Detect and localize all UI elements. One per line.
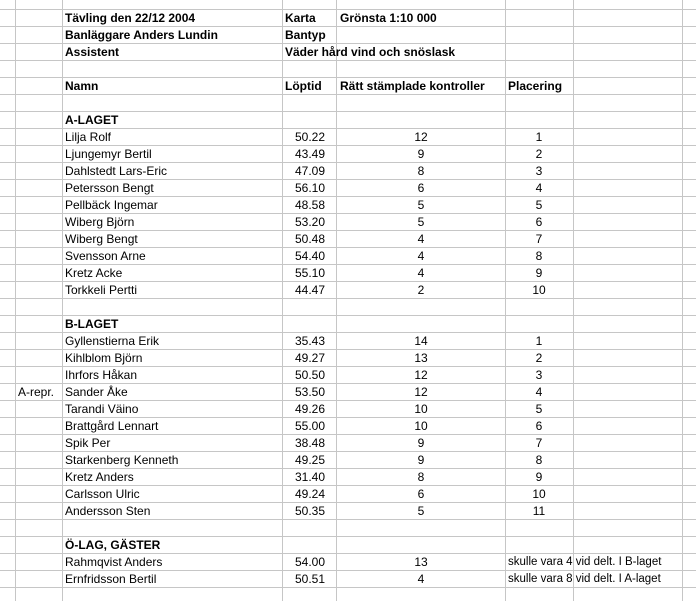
runner-controls[interactable]: 14	[414, 334, 428, 348]
runner-place[interactable]: 8	[535, 249, 543, 263]
column-header-time[interactable]: Löptid	[285, 79, 322, 93]
grid-line-vertical	[682, 0, 683, 601]
runner-time[interactable]: 43.49	[294, 147, 325, 161]
runner-time[interactable]: 50.51	[294, 572, 325, 586]
runner-name[interactable]: Ernfridsson Bertil	[65, 572, 157, 586]
runner-controls[interactable]: 4	[417, 249, 425, 263]
runner-time[interactable]: 38.48	[294, 436, 325, 450]
runner-time[interactable]: 31.40	[294, 470, 325, 484]
runner-time[interactable]: 54.40	[294, 249, 325, 263]
runner-time[interactable]: 54.00	[294, 555, 325, 569]
section-title[interactable]: A-LAGET	[65, 113, 119, 127]
runner-controls[interactable]: 4	[417, 266, 425, 280]
runner-place[interactable]: 6	[535, 419, 543, 433]
runner-controls[interactable]: 6	[417, 487, 425, 501]
runner-controls[interactable]: 6	[417, 181, 425, 195]
runner-controls[interactable]: 9	[417, 453, 425, 467]
runner-time[interactable]: 55.10	[294, 266, 325, 280]
runner-controls[interactable]: 9	[417, 147, 425, 161]
runner-place[interactable]: 9	[535, 470, 543, 484]
runner-name[interactable]: Kretz Anders	[65, 470, 134, 484]
runner-name[interactable]: Gyllenstierna Erik	[65, 334, 160, 348]
runner-time[interactable]: 35.43	[294, 334, 325, 348]
runner-place[interactable]: 3	[535, 164, 543, 178]
runner-name[interactable]: Kihlblom Björn	[65, 351, 143, 365]
runner-name[interactable]: Ljungemyr Bertil	[65, 147, 152, 161]
map-label[interactable]: Karta	[285, 11, 316, 25]
section-title[interactable]: B-LAGET	[65, 317, 119, 331]
runner-place[interactable]: 1	[535, 130, 543, 144]
runner-place[interactable]: 7	[535, 232, 543, 246]
runner-name[interactable]: Rahmqvist Anders	[65, 555, 163, 569]
runner-controls[interactable]: 5	[417, 198, 425, 212]
runner-place[interactable]: 5	[535, 402, 543, 416]
column-header-placement[interactable]: Placering	[508, 79, 563, 93]
runner-name[interactable]: Petersson Bengt	[65, 181, 154, 195]
runner-controls[interactable]: 12	[414, 368, 428, 382]
runner-time[interactable]: 55.00	[294, 419, 325, 433]
runner-place[interactable]: 10	[532, 283, 546, 297]
runner-controls[interactable]: 12	[414, 385, 428, 399]
runner-time[interactable]: 50.48	[294, 232, 325, 246]
runner-controls[interactable]: 5	[417, 215, 425, 229]
runner-time[interactable]: 47.09	[294, 164, 325, 178]
runner-name[interactable]: Wiberg Björn	[65, 215, 135, 229]
runner-place[interactable]: 4	[535, 181, 543, 195]
runner-name[interactable]: Ihrfors Håkan	[65, 368, 138, 382]
runner-time[interactable]: 44.47	[294, 283, 325, 297]
map-value[interactable]: Grönsta 1:10 000	[340, 11, 437, 25]
runner-place[interactable]: 2	[535, 351, 543, 365]
runner-controls[interactable]: 10	[414, 402, 428, 416]
runner-controls[interactable]: 5	[417, 504, 425, 518]
runner-time[interactable]: 49.24	[294, 487, 325, 501]
representative-note[interactable]: A-repr.	[18, 385, 55, 399]
runner-name[interactable]: Dahlstedt Lars-Eric	[65, 164, 168, 178]
runner-time[interactable]: 56.10	[294, 181, 325, 195]
runner-place[interactable]: 2	[535, 147, 543, 161]
runner-controls[interactable]: 8	[417, 470, 425, 484]
runner-controls[interactable]: 13	[414, 351, 428, 365]
runner-name[interactable]: Carlsson Ulric	[65, 487, 140, 501]
runner-controls[interactable]: 12	[414, 130, 428, 144]
runner-name[interactable]: Wiberg Bengt	[65, 232, 138, 246]
column-header-name[interactable]: Namn	[65, 79, 99, 93]
runner-time[interactable]: 49.26	[294, 402, 325, 416]
runner-controls[interactable]: 9	[417, 436, 425, 450]
runner-comment[interactable]: skulle vara 8 vid delt. I A-laget	[508, 573, 661, 585]
runner-time[interactable]: 53.20	[294, 215, 325, 229]
runner-time[interactable]: 50.22	[294, 130, 325, 144]
runner-name[interactable]: Brattgård Lennart	[65, 419, 159, 433]
course-setter[interactable]: Banläggare Anders Lundin	[65, 28, 218, 42]
runner-time[interactable]: 50.50	[294, 368, 325, 382]
runner-controls[interactable]: 4	[417, 572, 425, 586]
grid-line-vertical	[15, 0, 16, 601]
column-header-correct-controls[interactable]: Rätt stämplade kontroller	[340, 79, 485, 93]
runner-place[interactable]: 7	[535, 436, 543, 450]
runner-place[interactable]: 10	[532, 487, 546, 501]
runner-name[interactable]: Sander Åke	[65, 385, 128, 399]
runner-time[interactable]: 53.50	[294, 385, 325, 399]
runner-place[interactable]: 9	[535, 266, 543, 280]
runner-place[interactable]: 3	[535, 368, 543, 382]
runner-name[interactable]: Torkkeli Pertti	[65, 283, 138, 297]
grid-line-vertical	[62, 0, 63, 601]
runner-name[interactable]: Andersson Sten	[65, 504, 151, 518]
runner-place[interactable]: 4	[535, 385, 543, 399]
runner-place[interactable]: 6	[535, 215, 543, 229]
runner-name[interactable]: Kretz Acke	[65, 266, 123, 280]
runner-controls[interactable]: 4	[417, 232, 425, 246]
grid-line-vertical	[573, 0, 574, 601]
weather[interactable]: Väder hård vind och snöslask	[285, 45, 456, 59]
competition-title[interactable]: Tävling den 22/12 2004	[65, 11, 196, 25]
runner-place[interactable]: 1	[535, 334, 543, 348]
runner-comment[interactable]: skulle vara 4 vid delt. I B-laget	[508, 556, 662, 568]
runner-name[interactable]: Tarandi Väino	[65, 402, 139, 416]
runner-name[interactable]: Svensson Arne	[65, 249, 146, 263]
runner-time[interactable]: 50.35	[294, 504, 325, 518]
runner-controls[interactable]: 13	[414, 555, 428, 569]
runner-time[interactable]: 49.25	[294, 453, 325, 467]
runner-place[interactable]: 11	[532, 504, 546, 518]
section-title[interactable]: Ö-LAG, GÄSTER	[65, 538, 161, 552]
runner-time[interactable]: 48.58	[294, 198, 325, 212]
runner-place[interactable]: 5	[535, 198, 543, 212]
runner-controls[interactable]: 10	[414, 419, 428, 433]
runner-name[interactable]: Lilja Rolf	[65, 130, 112, 144]
runner-name[interactable]: Spik Per	[65, 436, 111, 450]
runner-controls[interactable]: 8	[417, 164, 425, 178]
runner-name[interactable]: Pellbäck Ingemar	[65, 198, 158, 212]
runner-controls[interactable]: 2	[417, 283, 425, 297]
runner-name[interactable]: Starkenberg Kenneth	[65, 453, 179, 467]
runner-place[interactable]: 8	[535, 453, 543, 467]
runner-time[interactable]: 49.27	[294, 351, 325, 365]
assistant-label[interactable]: Assistent	[65, 45, 120, 59]
course-type-label[interactable]: Bantyp	[285, 28, 326, 42]
